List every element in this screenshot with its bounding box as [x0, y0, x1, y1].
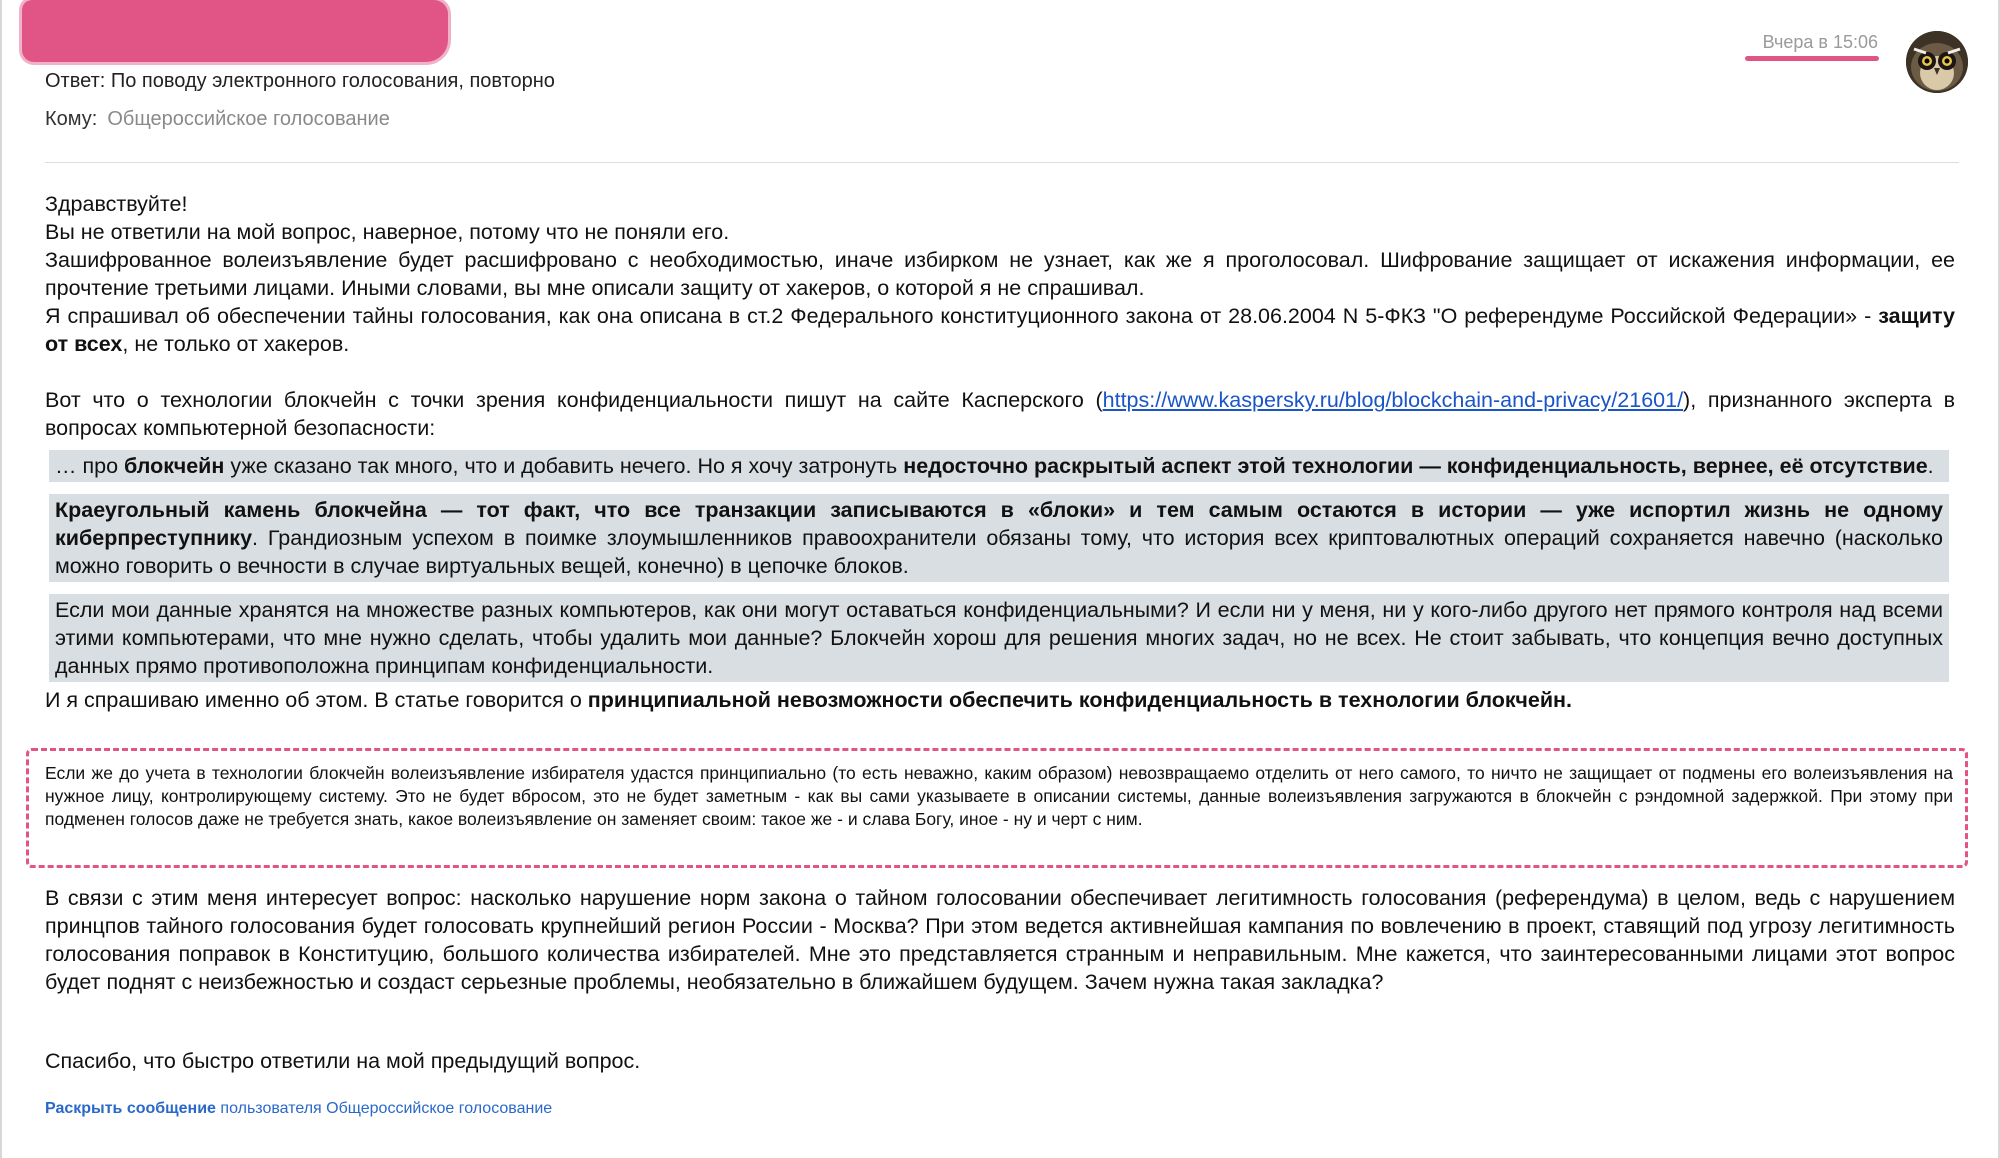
text-segment: ), признанного эксперта в вопросах компьютерной безопасности: — [45, 388, 1955, 440]
message-date: Вчера в 15:06 — [1762, 32, 1878, 52]
expand-link-bold[interactable]: Раскрыть сообщение — [45, 1100, 216, 1117]
body-paragraph: Зашифрованное волеизъявление будет расшифровано с необходимостью, иначе избирком не узнает, как же я проголосовал. Шифрование защищает от искажения информации, ее прочтение третьими лицами. Иными словами, вы мне описали защиту от хакеров, о которой я не спрашивал. — [45, 248, 1955, 300]
to-label: Кому: — [45, 108, 98, 130]
text-segment: уже сказано так много, что и добавить нечего. Но я хочу затронуть — [224, 454, 904, 478]
quote-block — [49, 594, 1949, 682]
body-paragraph — [45, 386, 1955, 442]
body-paragraph — [45, 302, 1955, 358]
bold-text: защиту от всех — [45, 304, 1955, 356]
kaspersky-link[interactable]: https://www.kaspersky.ru/blog/blockchain-and-privacy/21601/ — [1102, 388, 1684, 412]
question-paragraph: В связи с этим меня интересует вопрос: насколько нарушение норм закона о тайном голосовании обеспечивает легитимность голосования (референдума) в целом, ведь с нарушением принцпов тайного голосования будет голосовать крупнейший регион России - Москва? При этом ведется активнейшая кампания по вовлечению в проект, ставящий под угрозу легитимность голосования поправок в Конституцию, большого количества избирателей. Мне это представляется странным и неправильным. Мне кажется, что заинтересованными лицами этот вопрос будет поднят с неизбежностью и создаст серьезные проблемы, необязательно в ближайшем будущем. Зачем нужна такая закладка? — [45, 886, 1955, 994]
date-highlight-mark — [1745, 56, 1879, 61]
text-segment: … про — [55, 454, 125, 478]
avatar[interactable] — [1906, 31, 1968, 93]
header-divider — [45, 162, 1959, 163]
bold-text: блокчейн — [124, 454, 225, 478]
message-subject: Ответ: По поводу электронного голосования, повторно — [45, 70, 555, 92]
bold-text: недосточно раскрытый аспект этой технологии — конфиденциальность, вернее, её отсутствие — [903, 454, 1928, 478]
text-segment: . Грандиозным успехом в поимке злоумышленников правоохранители обязаны тому, что история всех криптовалютных операций сохраняется навечно (насколько можно говорить о вечности в случае виртуальных вещей, конечно) в цепочке блоков. — [55, 526, 1943, 578]
closing-paragraph: Спасибо, что быстро ответили на мой предыдущий вопрос. — [45, 1049, 641, 1073]
expand-link-rest[interactable]: пользователя Общероссийское голосование — [215, 1100, 553, 1117]
recipient-name[interactable]: Общероссийское голосование — [107, 108, 390, 130]
redacted-sender — [22, 0, 448, 62]
body-paragraph — [45, 686, 1955, 714]
message-body — [45, 190, 1955, 714]
text-segment: , не только от хакеров. — [122, 332, 350, 356]
recipient-row — [45, 108, 390, 131]
body-paragraph: Вы не ответили на мой вопрос, наверное, потому что не поняли его. — [45, 220, 730, 244]
greeting: Здравствуйте! — [45, 192, 188, 216]
text-segment: Я спрашивал об обеспечении тайны голосования, как она описана в ст.2 Федерального конституционного закона от 28.06.2004 N 5-ФКЗ "О референдуме Российской Федерации» - — [45, 304, 1879, 328]
bold-text: Краеугольный камень блокчейна — тот факт, что все транзакции записываются в «блоки» и тем самым остаются в истории — уже испортил жизнь не одному киберпреступнику — [55, 498, 1943, 550]
highlighted-paragraph: Если же до учета в технологии блокчейн волеизъявление избирателя удастся принципиально (то есть неважно, каким образом) невозвращаемо отделить от него самого, то ничто не защищает от подмены его волеизъявления на нужное лицу, контролирующему систему. Это не будет вбросом, это не будет заметным - как вы сами указываете в описании системы, данные волеизъявления загружаются в блокчейн с рэндомной задержкой. При этому при подменен голосов даже не требуется знать, какое волеизъявление он заменяет своим: такое же - и слава Богу, иное - ну и черт с ним. — [45, 763, 1953, 829]
window-border-left — [0, 0, 2, 1158]
expand-message-link[interactable] — [45, 1100, 552, 1118]
owl-avatar-icon — [1906, 31, 1968, 93]
text-segment: Вот что о технологии блокчейн с точки зрения конфиденциальности пишут на сайте Касперского ( — [45, 388, 1103, 412]
text-segment: И я спрашиваю именно об этом. В статье говорится о — [45, 688, 588, 712]
text-segment: Если мои данные хранятся на множестве разных компьютеров, как они могут оставаться конфиденциальными? И если ни у меня, ни у кого-либо другого нет прямого контроля над всеми этими компьютерами, что мне нужно сделать, чтобы удалить мои данные? Блокчейн хорош для решения многих задач, но не всех. Не стоит забывать, что концепция вечно доступных данных прямо противоположна принципам конфиденциальности. — [55, 598, 1943, 678]
quote-block — [49, 450, 1949, 482]
text-segment: . — [1927, 454, 1934, 478]
bold-text: принципиальной невозможности обеспечить конфиденциальность в технологии блокчейн. — [587, 688, 1573, 712]
quote-block — [49, 494, 1949, 582]
